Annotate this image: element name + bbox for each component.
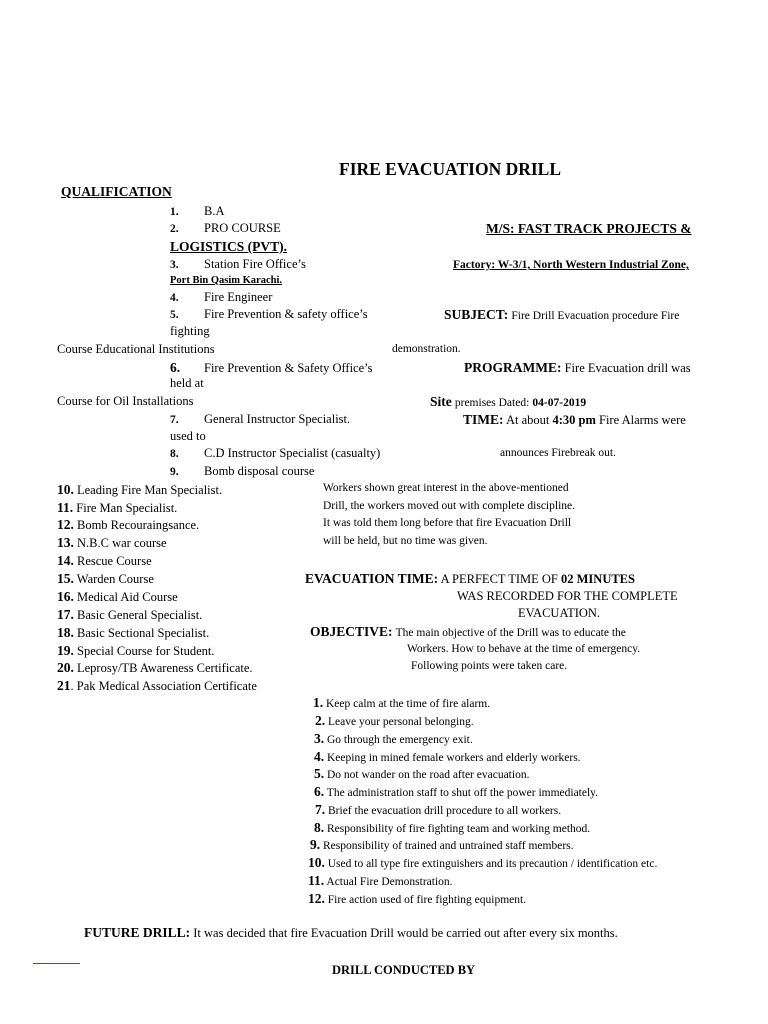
programme-line: PROGRAMME: Fire Evacuation drill was — [464, 360, 691, 375]
qualification-item: 7. General Instructor Specialist. — [170, 412, 351, 426]
qualification-item: 13. N.B.C war course — [57, 535, 167, 550]
evacuation-time-line2: WAS RECORDED FOR THE COMPLETE — [457, 589, 678, 603]
qualification-heading: QUALIFICATION — [61, 184, 172, 199]
qualification-item-cont: held at — [170, 376, 204, 390]
company-name-line2: LOGISTICS (PVT). — [170, 239, 288, 254]
point-item: 2. Leave your personal belonging. — [315, 713, 474, 728]
time-line: TIME: At about 4:30 pm Fire Alarms were — [463, 412, 686, 427]
point-item: 8. Responsibility of fire fighting team and working method. — [314, 820, 591, 835]
qualification-item-cont: Course for Oil Installations — [57, 394, 194, 408]
site-line: Site premises Dated: 04-07-2019 — [430, 394, 587, 409]
point-item: 7. Brief the evacuation drill procedure to all workers. — [315, 802, 562, 817]
point-item: 9. Responsibility of trained and untrained staff members. — [310, 837, 574, 852]
subject-line: SUBJECT: Fire Drill Evacuation procedure Fire — [444, 307, 680, 322]
time-line2: announces Firebreak out. — [500, 447, 616, 459]
point-item: 6. The administration staff to shut off the power immediately. — [314, 784, 599, 799]
evacuation-time-line: EVACUATION TIME: A PERFECT TIME OF 02 MINUTES — [305, 571, 635, 586]
qualification-item: 3. Station Fire Office’s — [170, 257, 306, 271]
subject-line2: demonstration. — [392, 343, 461, 355]
point-item: 3. Go through the emergency exit. — [314, 731, 473, 746]
link-underline[interactable] — [33, 963, 80, 964]
qualification-item: 20. Leprosy/TB Awareness Certificate. — [57, 660, 253, 675]
qualification-item: 15. Warden Course — [57, 571, 154, 586]
drill-conducted-by: DRILL CONDUCTED BY — [332, 963, 476, 977]
qualification-item: 8. C.D Instructor Specialist (casualty) — [170, 446, 381, 460]
qualification-item: 18. Basic Sectional Specialist. — [57, 625, 210, 640]
qualification-item: 2. PRO COURSE — [170, 221, 281, 235]
point-item: 5. Do not wander on the road after evacuation. — [314, 766, 530, 781]
objective-line3: Following points were taken care. — [411, 660, 568, 672]
evacuation-time-line3: EVACUATION. — [518, 606, 601, 620]
point-item: 12. Fire action used of fire fighting equipment. — [308, 891, 527, 906]
point-item: 10. Used to all type fire extinguishers and its precaution / identification etc. — [308, 855, 658, 870]
qualification-item: 21. Pak Medical Association Certificate — [57, 678, 257, 693]
workers-line: Workers shown great interest in the above-mentioned — [323, 482, 569, 494]
qualification-item: 6. Fire Prevention & Safety Office’s — [170, 360, 373, 375]
qualification-item: 10. Leading Fire Man Specialist. — [57, 482, 223, 497]
factory-address: Factory: W-3/1, North Western Industrial Zone, — [453, 259, 689, 271]
qualification-item: 4. Fire Engineer — [170, 290, 273, 304]
qualification-item: 12. Bomb Recouraingsance. — [57, 517, 200, 532]
qualification-item-cont: fighting — [170, 324, 210, 338]
company-name: M/S: FAST TRACK PROJECTS & — [486, 221, 692, 236]
qualification-item: 16. Medical Aid Course — [57, 589, 178, 604]
qualification-item: 17. Basic General Specialist. — [57, 607, 203, 622]
point-item: 4. Keeping in mined female workers and elderly workers. — [314, 749, 581, 764]
qualification-item: 11. Fire Man Specialist. — [57, 500, 178, 515]
document-title: FIRE EVACUATION DRILL — [339, 159, 562, 179]
point-item: 1. Keep calm at the time of fire alarm. — [313, 695, 491, 710]
objective-line: OBJECTIVE: The main objective of the Drill was to educate the — [310, 624, 626, 639]
future-drill-line: FUTURE DRILL: It was decided that fire Evacuation Drill would be carried out after every six months. — [84, 925, 618, 940]
qualification-item: 9. Bomb disposal course — [170, 464, 315, 478]
factory-address-line2: Port Bin Qasim Karachi. — [170, 275, 282, 286]
qualification-item: 5. Fire Prevention & safety office’s — [170, 307, 368, 321]
qualification-item: 1. B.A — [170, 204, 225, 218]
workers-line: Drill, the workers moved out with complete discipline. — [323, 500, 575, 512]
qualification-item-cont: Course Educational Institutions — [57, 342, 215, 356]
objective-line2: Workers. How to behave at the time of emergency. — [407, 643, 641, 655]
workers-line: It was told them long before that fire Evacuation Drill — [323, 517, 572, 529]
point-item: 11. Actual Fire Demonstration. — [308, 873, 453, 888]
workers-line: will be held, but no time was given. — [323, 535, 488, 547]
qualification-item-cont: used to — [170, 429, 206, 443]
qualification-item: 19. Special Course for Student. — [57, 643, 215, 658]
qualification-item: 14. Rescue Course — [57, 553, 152, 568]
